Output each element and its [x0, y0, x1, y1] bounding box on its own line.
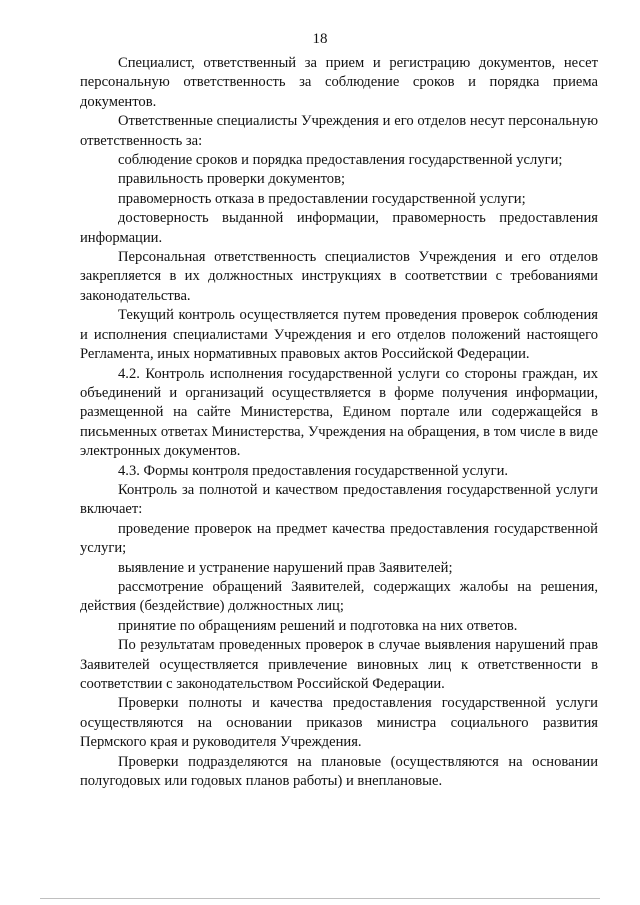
paragraph: Ответственные специалисты Учреждения и его отделов несут персональную ответственность за: [80, 113, 598, 149]
paragraph: По результатам проведенных проверок в случае выявления нарушений прав Заявителей осуществляется привлечение виновных лиц к ответственности в соответствии с законодательством Российской Федерации. [80, 637, 598, 692]
paragraph: принятие по обращениям решений и подготовка на них ответов. [118, 617, 518, 634]
page-number: 18 [312, 31, 328, 47]
paragraph: выявление и устранение нарушений прав Заявителей; [118, 559, 453, 576]
paragraph: Контроль за полнотой и качеством предоставления государственной услуги включает: [80, 481, 598, 518]
page-bottom-edge [40, 898, 600, 899]
paragraph: достоверность выданной информации, правомерность предоставления информации. [80, 210, 598, 246]
paragraph: проведение проверок на предмет качества предоставления государственной услуги; [80, 520, 598, 557]
document-body [80, 54, 598, 791]
paragraph: 4.2. Контроль исполнения государственной услуги со стороны граждан, их объединений и организаций осуществляется в форме получения информации, размещенной на сайте Министерства, Едином портале или содержащейся в письменных ответах Министерства, Учреждения на обращения, в том числе в виде электронных документов. [80, 365, 598, 460]
paragraph: Специалист, ответственный за прием и регистрацию документов, несет персональную ответственность за соблюдение сроков и порядка приема документов. [80, 55, 598, 110]
paragraph: Проверки подразделяются на плановые (осуществляются на основании полугодовых или годовых планов работы) и внеплановые. [80, 753, 598, 790]
section-heading: 4.3. Формы контроля предоставления государственной услуги. [118, 462, 509, 479]
paragraph: рассмотрение обращений Заявителей, содержащих жалобы на решения, действия (бездействие) должностных лиц; [80, 578, 598, 615]
paragraph: правомерность отказа в предоставлении государственной услуги; [118, 190, 526, 207]
paragraph: правильность проверки документов; [118, 171, 346, 188]
paragraph: Текущий контроль осуществляется путем проведения проверок соблюдения и исполнения специалистами Учреждения и его отделов положений настоящего Регламента, иных нормативных правовых актов Российской Федерации. [80, 307, 598, 363]
paragraph: Персональная ответственность специалистов Учреждения и его отделов закрепляется в их должностных инструкциях в соответствии с требованиями законодательства. [80, 249, 598, 304]
paragraph: Проверки полноты и качества предоставления государственной услуги осуществляются на основании приказов министра социального развития Пермского края и руководителя Учреждения. [80, 695, 598, 751]
paragraph: соблюдение сроков и порядка предоставления государственной услуги; [118, 152, 563, 169]
